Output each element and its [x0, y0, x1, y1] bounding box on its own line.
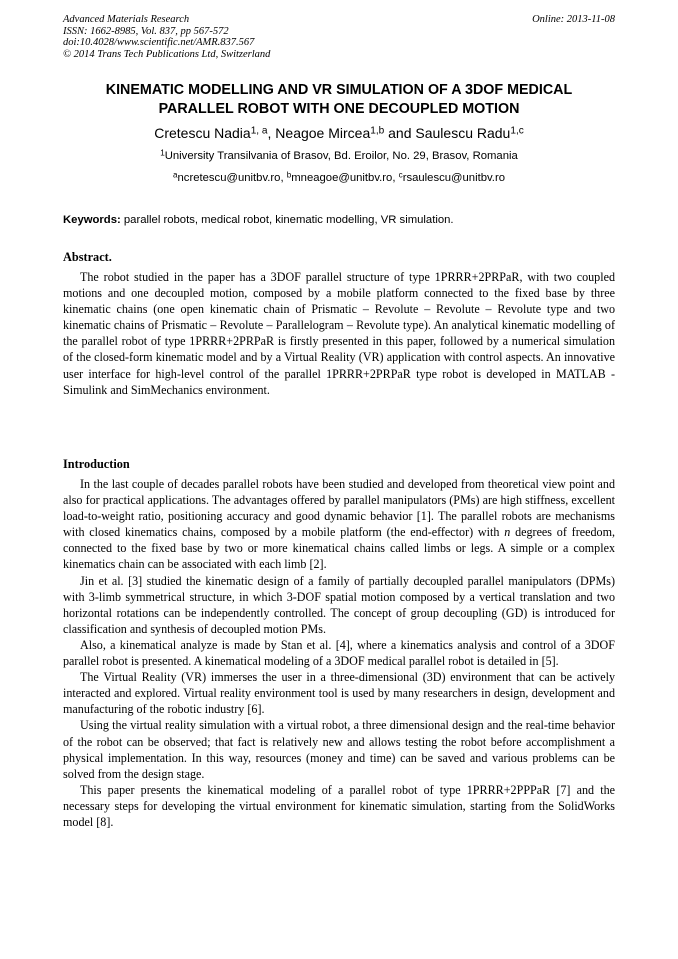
email-separator: ,	[392, 172, 399, 184]
intro-text: degrees of freedom, connected to the fixed base by two or more kinematical chains called limbs or legs. A simple or a complex kinematics chain can be associated with each limb [2].	[63, 525, 615, 572]
email-address: mneagoe@unitbv.ro	[291, 172, 393, 184]
abstract-paragraph: The robot studied in the paper has a 3DOF parallel structure of type 1PRRR+2PRPaR, with two coupled motions and one decoupled motion, composed by a mobile platform connected to the fixed base by three kinematic chains (one open kinematic chain of Prismatic – Revolute – Revolute – Revolute type and two kinematic chains of Prismatic – Revolute – Parallelogram – Revolute type). An analytical kinematic modelling of the parallel robot of type 1PRRR+2PRPaR is firstly presented in this paper, followed by a numerical simulation of the closed-form kinematic model and by a Virtual Reality (VR) application with control aspects. An innovative user interface for high-level control of the parallel 1PRRR+2PRPaR type robot is developed in MATLAB - Simulink and SimMechanics environment.	[63, 270, 615, 397]
intro-paragraph: Using the virtual reality simulation with a virtual robot, a three dimensional design and the real-time behavior of the robot can be observed; that fact is relatively new and allows testing the robot before accomplishment a physical implementation. In this way, resources (money and time) can be saved and various problems can be solved from the design stage.	[63, 718, 615, 781]
intro-paragraph: The Virtual Reality (VR) immerses the user in a three-dimensional (3D) environment that can be actively interacted and explored. Virtual reality environment tool is used by many researchers in design, development and manufacturing of the robotic industry [6].	[63, 670, 615, 717]
author-conjunction: and	[384, 125, 416, 141]
author-name: Neagoe Mircea	[275, 125, 371, 141]
title-line-2: PARALLEL ROBOT WITH ONE DECOUPLED MOTION	[158, 100, 520, 117]
copyright-line: © 2014 Trans Tech Publications Ltd, Switzerland	[63, 48, 271, 60]
author-separator: ,	[267, 125, 276, 141]
doi-line: doi:10.4028/www.scientific.net/AMR.837.567	[63, 37, 255, 48]
journal-header	[63, 14, 615, 60]
email-address: rsaulescu@unitbv.ro	[402, 172, 505, 184]
abstract-body	[63, 269, 615, 398]
affiliation	[63, 149, 615, 164]
author-affil-mark: 1, a	[250, 125, 268, 137]
email-separator: ,	[280, 172, 287, 184]
affiliation-mark: 1	[160, 148, 165, 158]
journal-name: Advanced Materials Research	[63, 14, 190, 25]
email-list	[63, 171, 615, 186]
intro-text: In the last couple of decades parallel robots have been studied and developed from theoretical view point and also for practical applications. The advantages offered by parallel manipulators (PMs) are high stiffness, excellent load-to-weight ratio, positioning accuracy and good dynamic behavior [1]. The parallel robots are mechanisms with closed kinematics chains, composed by a mobile platform (the end-effector) with	[63, 477, 615, 540]
online-date: Online: 2013-11-08	[532, 14, 615, 25]
email-address: ncretescu@unitbv.ro	[177, 172, 281, 184]
keywords-text: parallel robots, medical robot, kinematic modelling, VR simulation.	[120, 214, 454, 226]
email-mark: a	[172, 170, 178, 180]
keywords-label: Keywords:	[63, 214, 121, 226]
author-name: Saulescu Radu	[415, 125, 511, 141]
introduction-body	[63, 476, 615, 830]
author-affil-mark: 1,b	[370, 125, 385, 137]
intro-paragraph: Jin et al. [3] studied the kinematic design of a family of partially decoupled parallel manipulators (DPMs) with 3-limb symmetrical structure, in which 3-DOF spatial motion composed by a vertical translation and two horizontal rotations can be independently controlled. The concept of group decoupling (GD) is introduced for classification and synthesis of decoupled motion PMs.	[63, 573, 615, 636]
email-mark: c	[398, 170, 403, 180]
author-list	[63, 124, 615, 142]
intro-paragraph: This paper presents the kinematical modeling of a parallel robot of type 1PRRR+2PPPaR [7] and the necessary steps for developing the virtual environment for kinematic simulation, starting from the SolidWorks model [8].	[63, 782, 615, 829]
abstract-heading: Abstract.	[63, 250, 112, 264]
intro-italic-n: n	[504, 525, 511, 540]
author-name: Cretescu Nadia	[154, 125, 251, 141]
title-line-1: KINEMATIC MODELLING AND VR SIMULATION OF A 3DOF MEDICAL	[105, 82, 573, 98]
affiliation-text: University Transilvania of Brasov, Bd. Eroilor, No. 29, Brasov, Romania	[164, 150, 518, 162]
intro-paragraph: Also, a kinematical analyze is made by Stan et al. [4], where a kinematics analysis and control of a 3DOF parallel robot is presented. A kinematical modeling of a 3DOF medical parallel robot is detailed in [5].	[63, 637, 615, 669]
author-affil-mark: 1,c	[510, 125, 524, 137]
introduction-heading: Introduction	[63, 457, 130, 471]
email-mark: b	[286, 170, 292, 180]
intro-paragraph	[63, 476, 615, 573]
paper-title	[63, 81, 615, 118]
keywords-line	[63, 213, 615, 228]
issn-line: ISSN: 1662-8985, Vol. 837, pp 567-572	[63, 25, 229, 37]
